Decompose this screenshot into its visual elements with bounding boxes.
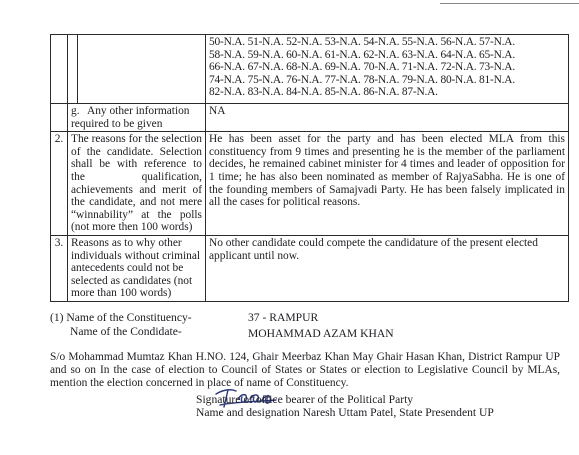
table-row	[51, 235, 569, 301]
na-line: 74-N.A. 75-N.A. 76-N.A. 77-N.A. 78-N.A. 79-N.A. 80-N.A. 81-N.A.	[209, 73, 515, 86]
na-line: 82-N.A. 83-N.A. 84-N.A. 85-N.A. 86-N.A. 87-N.A.	[209, 86, 438, 99]
signature-line-1: Signature of office bearer of the Political Party	[196, 393, 414, 406]
row-2-label: The reasons for the selection of the candidate. Selection shall be with reference to the qualification, achievements and merit of the candidate, and not mere “winnability” at the polls (not more then 100 words)	[68, 132, 206, 236]
candidate-label: Name of the Condidate-	[70, 325, 182, 338]
table-row	[51, 104, 569, 132]
table-row	[51, 35, 569, 104]
row-3-number: 3.	[51, 235, 68, 301]
candidate-details-table	[50, 34, 569, 302]
row-3-value: No other candidate could compete the candidature of the present elected applicant until now.	[206, 235, 569, 301]
row-g-letter: g.	[71, 105, 80, 117]
na-line: 66-N.A. 67-N.A. 68-N.A. 69-N.A. 70-N.A. 71-N.A. 72-N.A. 73-N.A.	[209, 61, 515, 74]
constituency-label: (1) Name of the Constituency-	[50, 311, 192, 324]
row-2-number: 2.	[51, 132, 68, 236]
row-g-label-cell	[68, 104, 206, 132]
top-rule	[440, 3, 579, 4]
constituency-value: 37 - RAMPUR	[248, 311, 319, 324]
na-list-cell	[206, 35, 569, 104]
row-g-label: Any other information required to be given	[71, 105, 190, 130]
row-2-value: He has been asset for the party and has been elected MLA from this constituency from 9 times and presenting he is the member of the parliament decides, he remained cabinet minister for 4 times and leader of opposition for 1 time; he has also been nominated as member of RajyaSabha. He is one of the founding members of Samajvadi Party. He has been falsely implicated in all the cases for political reasons.	[206, 132, 569, 236]
address-note: S/o Mohammad Mumtaz Khan H.NO. 124, Ghair Meerbaz Khan May Ghair Hasan Khan, District Rampur UP and so on In the case of election to Council of States or States or election to Legislative Council by MLAs, mention the election concerned in place of name of Constituency.	[50, 351, 560, 390]
candidate-value: MOHAMMAD AZAM KHAN	[248, 327, 394, 340]
na-line: 58-N.A. 59-N.A. 60-N.A. 61-N.A. 62-N.A. 63-N.A. 64-N.A. 65-N.A.	[209, 48, 515, 61]
row-g-value: NA	[206, 104, 569, 132]
row-3-label: Reasons as to why other individuals without criminal antecedents could not be selected as candidates (not more than 100 words)	[68, 235, 206, 301]
na-line: 50-N.A. 51-N.A. 52-N.A. 53-N.A. 54-N.A. 55-N.A. 56-N.A. 57-N.A.	[209, 36, 515, 48]
signature-line-2: Name and designation Naresh Uttam Patel, State Presendent UP	[196, 406, 494, 420]
table-row	[51, 132, 569, 236]
signature-block	[196, 393, 494, 419]
